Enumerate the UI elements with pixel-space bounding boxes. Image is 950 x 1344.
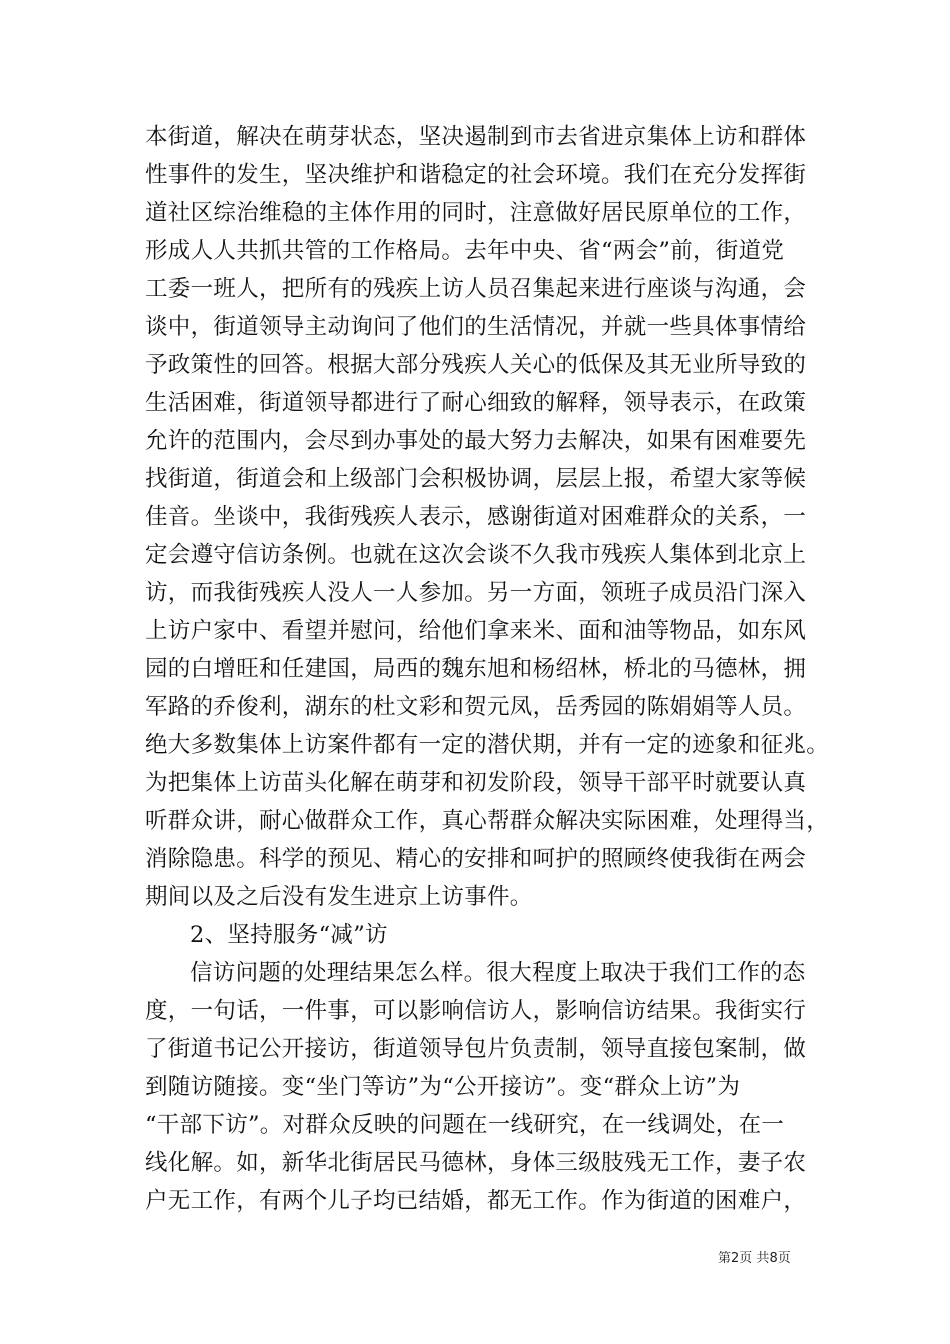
footer-suffix: 页 [777, 1251, 791, 1266]
text-line: 了街道书记公开接访，街道领导包片负责制，领导直接包案制，做 [145, 1036, 807, 1062]
text-line: 允许的范围内，会尽到办事处的最大努力去解决，如果有困难要先 [145, 428, 807, 454]
text-line: 定会遵守信访条例。也就在这次会谈不久我市残疾人集体到北京上 [145, 542, 807, 568]
text-line: 线化解。如，新华北街居民马德林，身体三级肢残无工作，妻子农 [145, 1150, 807, 1176]
text-line: 消除隐患。科学的预见、精心的安排和呵护的照顾终使我街在两会 [145, 846, 807, 872]
text-line: 园的白增旺和任建国，局西的魏东旭和杨绍林，桥北的马德林，拥 [145, 656, 807, 682]
text-line: 形成人人共抓共管的工作格局。去年中央、省“两会”前，街道党 [145, 238, 785, 264]
text-line: 军路的乔俊利，湖东的杜文彩和贺元凤，岳秀园的陈娟娟等人员。 [145, 694, 807, 720]
text-line: 绝大多数集体上访案件都有一定的潜伏期，并有一定的迹象和征兆。 [145, 732, 830, 758]
text-line: 予政策性的回答。根据大部分残疾人关心的低保及其无业所导致的 [145, 352, 807, 378]
text-line: 道社区综治维稳的主体作用的同时，注意做好居民原单位的工作， [145, 200, 807, 226]
text-line: 佳音。坐谈中，我街残疾人表示，感谢街道对困难群众的关系，一 [145, 504, 807, 530]
page-footer [718, 1250, 791, 1268]
text-line: 本街道，解决在萌芽状态，坚决遏制到市去省进京集体上访和群体 [145, 124, 807, 150]
footer-middle: 页 共 [739, 1251, 770, 1266]
text-line: 访，而我街残疾人没人一人参加。另一方面，领班子成员沿门深入 [145, 580, 807, 606]
text-line: 户无工作，有两个儿子均已结婚，都无工作。作为街道的困难户， [145, 1188, 807, 1214]
current-page-number: 2 [731, 1251, 740, 1266]
text-line: 谈中，街道领导主动询问了他们的生活情况，并就一些具体事情给 [145, 314, 807, 340]
footer-prefix: 第 [718, 1251, 732, 1266]
text-line: 找街道，街道会和上级部门会积极协调，层层上报，希望大家等候 [145, 466, 807, 492]
text-line: 到随访随接。变“坐门等访”为“公开接访”。变“群众上访”为 [145, 1074, 741, 1100]
total-page-number: 8 [769, 1251, 778, 1266]
text-line: 生活困难，街道领导都进行了耐心细致的解释，领导表示，在政策 [145, 390, 807, 416]
text-line: 期间以及之后没有发生进京上访事件。 [145, 884, 533, 910]
text-line: 工委一班人，把所有的残疾上访人员召集起来进行座谈与沟通，会 [145, 276, 807, 302]
text-line: “干部下访”。对群众反映的问题在一线研究，在一线调处，在一 [145, 1112, 785, 1138]
text-line: 性事件的发生，坚决维护和谐稳定的社会环境。我们在充分发挥街 [145, 162, 807, 188]
text-line: 听群众讲，耐心做群众工作，真心帮群众解决实际困难，处理得当， [145, 808, 830, 834]
text-line: 上访户家中、看望并慰问，给他们拿来米、面和油等物品，如东风 [145, 618, 807, 644]
section-heading: 2、坚持服务“减”访 [190, 922, 388, 948]
text-line: 信访问题的处理结果怎么样。很大程度上取决于我们工作的态 [190, 960, 806, 986]
text-line: 为把集体上访苗头化解在萌芽和初发阶段，领导干部平时就要认真 [145, 770, 807, 796]
text-line: 度，一句话，一件事，可以影响信访人，影响信访结果。我街实行 [145, 998, 807, 1024]
